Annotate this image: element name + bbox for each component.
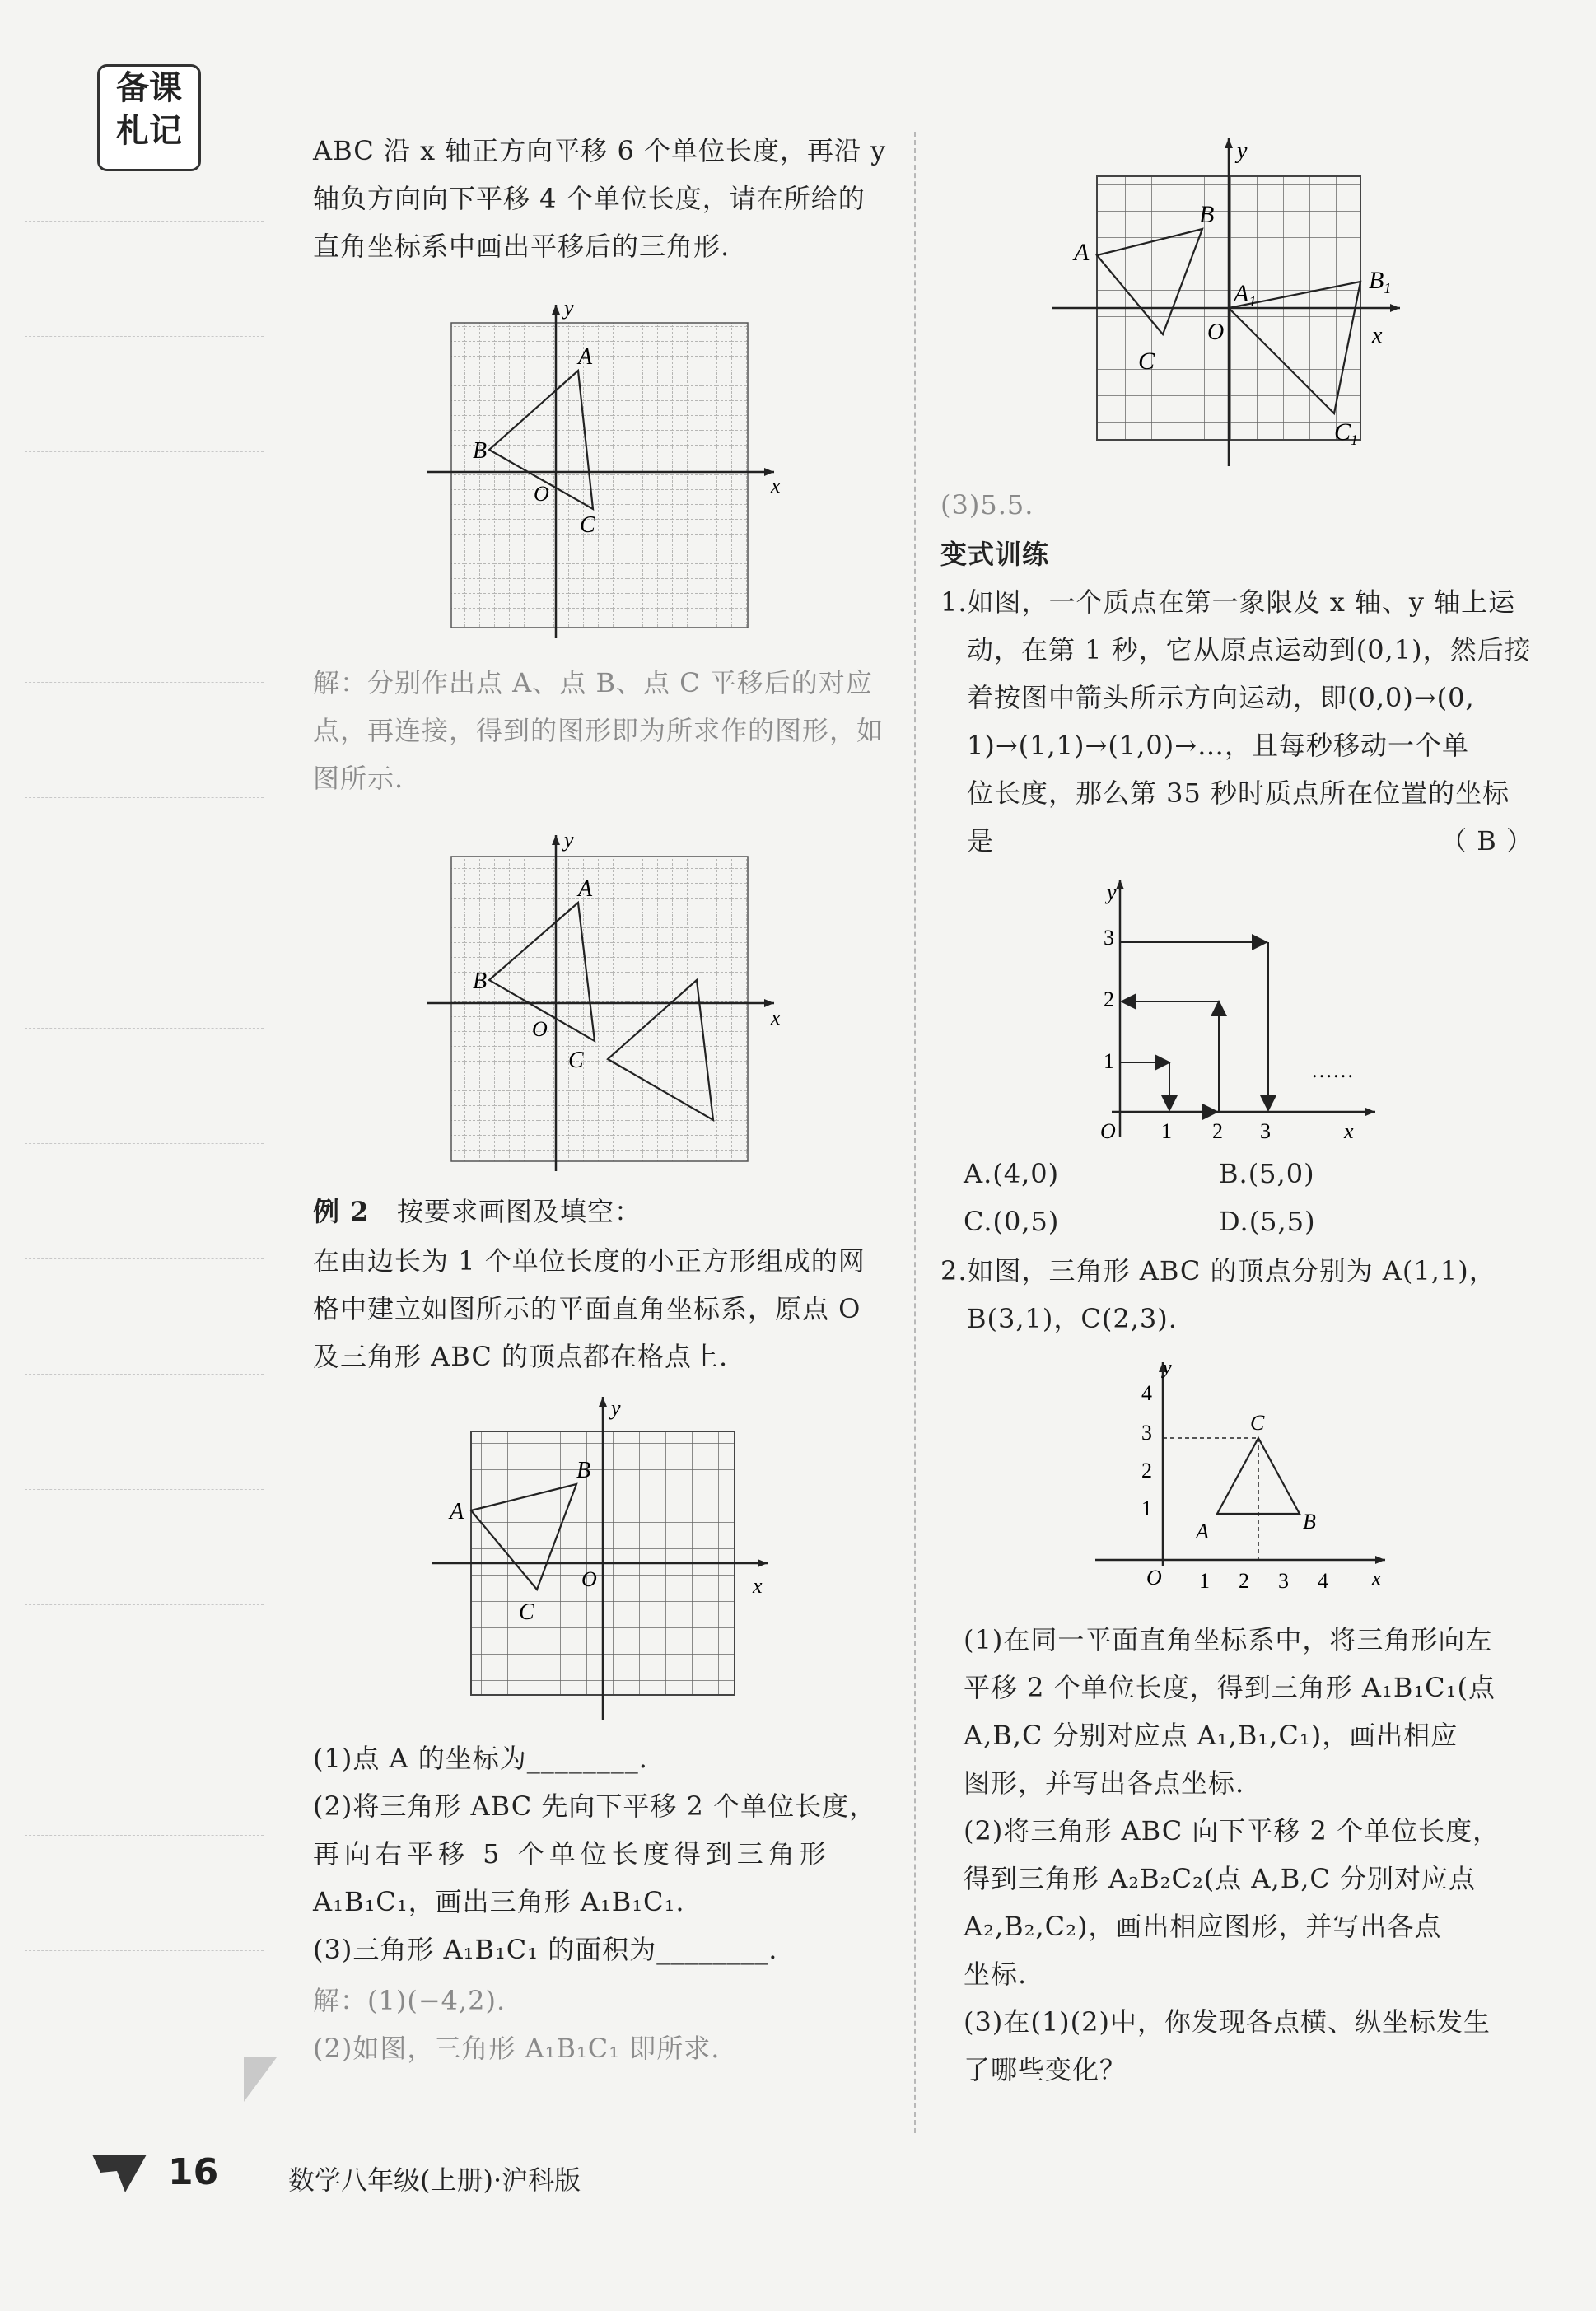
- origin-label: O: [581, 1567, 597, 1591]
- problem-1-line: 1)→(1,1)→(1,0)→…，且每秒移动一个单: [967, 730, 1470, 761]
- solution-line: 解：分别作出点 A、点 B、点 C 平移后的对应: [313, 667, 873, 698]
- problem-2-q2-line: 得到三角形 A₂B₂C₂(点 A,B,C 分别对应点: [964, 1863, 1477, 1894]
- y-axis-label: y: [611, 1396, 621, 1420]
- problem-2-q1-line: 平移 2 个单位长度，得到三角形 A₁B₁C₁(点: [964, 1672, 1496, 1703]
- question-2-line: A₁B₁C₁，画出三角形 A₁B₁C₁.: [313, 1886, 685, 1917]
- figure-answer-grid: [1046, 132, 1425, 478]
- question-2-line: 再向右平移 5 个单位长度得到三角形: [313, 1838, 831, 1870]
- figure-particle-path: [1095, 865, 1392, 1153]
- option-c: C.(0,5): [964, 1206, 1060, 1237]
- question-1: (1)点 A 的坐标为________.: [313, 1743, 648, 1774]
- origin-label: O: [534, 482, 549, 506]
- problem-2-q3-line: (3)在(1)(2)中，你发现各点横、纵坐标发生: [964, 2006, 1491, 2038]
- vertex-a1-label: $A_1$: [1234, 280, 1257, 310]
- page-number: 16: [168, 2151, 219, 2193]
- vertex-b-label: B: [1199, 201, 1215, 228]
- answer-3: (3)5.5.: [940, 489, 1034, 521]
- margin-label-line2: 札记: [116, 111, 182, 150]
- column-divider: [914, 132, 916, 2133]
- vertex-a-label: A: [1074, 239, 1090, 266]
- problem-1-line: 位长度，那么第 35 秒时质点所在位置的坐标: [967, 777, 1510, 809]
- figure-translated-triangle: [420, 824, 791, 1178]
- problem-2: [940, 1247, 1533, 1342]
- x-tick-2: 2: [1239, 1569, 1249, 1593]
- intro-line: 轴负方向向下平移 4 个单位长度，请在所给的: [313, 183, 866, 214]
- option-a: A.(4,0): [964, 1158, 1060, 1189]
- example-line: 及三角形 ABC 的顶点都在格点上.: [313, 1341, 729, 1372]
- y-axis-label: y: [564, 296, 574, 320]
- problem-2-line: 2.如图，三角形 ABC 的顶点分别为 A(1,1)，: [940, 1255, 1496, 1286]
- vertex-c-label: C: [1138, 348, 1155, 375]
- y-tick-4: 4: [1141, 1381, 1152, 1405]
- vertex-b-label: B: [473, 438, 488, 464]
- x-axis-label: x: [1372, 1568, 1381, 1590]
- margin-notes-label: [97, 64, 201, 171]
- example-2-solution: [313, 1977, 889, 2072]
- x-axis-label: x: [771, 474, 781, 497]
- footer-ornament-icon: [89, 2150, 155, 2196]
- problem-2-q1-line: (1)在同一平面直角坐标系中，将三角形向左: [964, 1624, 1493, 1655]
- solution-line: (2)如图，三角形 A₁B₁C₁ 即所求.: [313, 2033, 721, 2064]
- y-tick-1: 1: [1141, 1496, 1152, 1520]
- y-tick-3: 3: [1141, 1421, 1152, 1445]
- problem-2-questions: [964, 1616, 1533, 2094]
- y-axis-label: y: [564, 828, 574, 852]
- vertex-b-label: B: [576, 1458, 591, 1483]
- example-line: 格中建立如图所示的平面直角坐标系，原点 O: [313, 1293, 861, 1324]
- x-tick-2: 2: [1212, 1119, 1223, 1143]
- example-2-questions: [313, 1734, 889, 1973]
- figure-example-2: [428, 1390, 774, 1728]
- x-tick-4: 4: [1318, 1569, 1328, 1593]
- vertex-a-label: A: [450, 1499, 464, 1524]
- section-title: 变式训练: [940, 539, 1050, 570]
- vertex-b-label: B: [1303, 1510, 1316, 1534]
- y-axis-label: y: [1107, 880, 1117, 904]
- x-tick-1: 1: [1161, 1119, 1172, 1143]
- problem-1-options: [964, 1150, 1540, 1245]
- origin-label: O: [1146, 1566, 1162, 1590]
- x-tick-3: 3: [1260, 1119, 1271, 1143]
- x-tick-3: 3: [1278, 1569, 1289, 1593]
- intro-line: 直角坐标系中画出平移后的三角形.: [313, 231, 730, 262]
- x-axis-label: x: [753, 1574, 763, 1598]
- vertex-c-label: C: [1250, 1411, 1265, 1435]
- y-axis-label: y: [1237, 138, 1248, 164]
- origin-label: O: [1100, 1119, 1116, 1143]
- example-2-prompt: 按要求画图及填空：: [396, 1196, 642, 1227]
- example-line: 在由边长为 1 个单位长度的小正方形组成的网: [313, 1245, 866, 1277]
- x-axis-label: x: [771, 1006, 781, 1029]
- question-3: (3)三角形 A₁B₁C₁ 的面积为________.: [313, 1934, 778, 1965]
- problem-2-q2-line: (2)将三角形 ABC 向下平移 2 个单位长度，: [964, 1815, 1500, 1846]
- option-b: B.(5,0): [1219, 1158, 1315, 1189]
- problem-1-line: 是: [967, 825, 995, 857]
- question-2-line: (2)将三角形 ABC 先向下平移 2 个单位长度，: [313, 1790, 877, 1822]
- particle-path: [1120, 942, 1268, 1112]
- ellipsis: ……: [1311, 1058, 1354, 1082]
- option-d: D.(5,5): [1219, 1206, 1316, 1237]
- vertex-c1-label: $C_1$: [1334, 418, 1359, 448]
- x-axis-label: x: [1344, 1119, 1354, 1143]
- problem-2-q2-line: 坐标.: [964, 1959, 1028, 1990]
- vertex-c-label: C: [519, 1599, 534, 1625]
- problem-1: [940, 578, 1533, 865]
- problem-2-q1-line: 图形，并写出各点坐标.: [964, 1767, 1245, 1799]
- vertex-c-label: C: [580, 512, 595, 538]
- vertex-b1-label: $B_1$: [1369, 267, 1392, 296]
- y-tick-1: 1: [1104, 1049, 1114, 1073]
- problem-2-q1-line: A,B,C 分别对应点 A₁,B₁,C₁)，画出相应: [964, 1720, 1458, 1751]
- x-axis-label: x: [1372, 323, 1383, 348]
- y-axis-label: y: [1163, 1357, 1172, 1379]
- problem-2-q3-line: 了哪些变化？: [964, 2054, 1127, 2085]
- y-tick-3: 3: [1104, 926, 1114, 950]
- vertex-b-label: B: [473, 969, 488, 994]
- example-2-body: [313, 1237, 889, 1380]
- origin-label: O: [532, 1017, 548, 1041]
- problem-1-line: 1.如图，一个质点在第一象限及 x 轴、y 轴上运: [940, 586, 1516, 618]
- problem-1-line: 着按图中箭头所示方向运动，即(0,0)→(0,: [967, 682, 1475, 713]
- problem-1-line: 动，在第 1 秒，它从原点运动到(0,1)，然后接: [967, 634, 1532, 665]
- intro-line: ABC 沿 x 轴正方向平移 6 个单位长度，再沿 y: [313, 135, 887, 166]
- vertex-a-label: A: [1196, 1520, 1209, 1543]
- solution-line: 解：(1)(−4,2).: [313, 1985, 506, 2016]
- vertex-a-label: A: [578, 344, 593, 370]
- solution-line: 图所示.: [313, 763, 404, 794]
- problem-1-answer: （ B ）: [1440, 825, 1533, 857]
- example-2-title: 例 2: [313, 1196, 370, 1227]
- solution-1: [313, 659, 889, 802]
- y-tick-2: 2: [1104, 987, 1114, 1011]
- intro-paragraph: [313, 127, 889, 270]
- example-2-header: [313, 1188, 889, 1235]
- solution-line: 点，再连接，得到的图形即为所求作的图形，如: [313, 715, 884, 746]
- vertex-a-label: A: [578, 876, 593, 902]
- problem-2-line: B(3,1)，C(2,3).: [967, 1303, 1178, 1334]
- corner-triangle-icon: [244, 2057, 280, 2103]
- vertex-c-label: C: [568, 1048, 584, 1073]
- problem-2-q2-line: A₂,B₂,C₂)，画出相应图形，并写出各点: [964, 1911, 1442, 1942]
- y-tick-2: 2: [1141, 1459, 1152, 1482]
- x-tick-1: 1: [1199, 1569, 1210, 1593]
- figure-original-triangle: [420, 296, 791, 642]
- figure-triangle-coordinates: [1087, 1351, 1400, 1598]
- margin-label-line1: 备课: [116, 68, 182, 107]
- origin-label: O: [1207, 320, 1225, 345]
- book-title: 数学八年级(上册)·沪科版: [288, 2164, 581, 2196]
